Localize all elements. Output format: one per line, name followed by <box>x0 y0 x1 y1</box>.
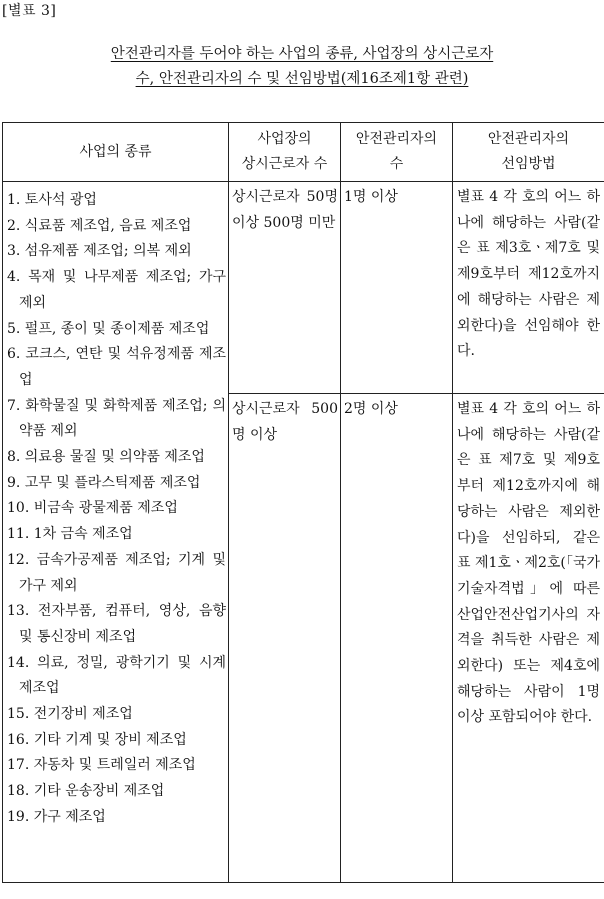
header-workers <box>229 123 341 182</box>
list-item: 11. 1차 금속 제조업 <box>7 526 133 543</box>
document-title <box>60 42 544 92</box>
header-appointment-method-line-1: 안전관리자의 <box>487 131 570 147</box>
list-item: 12. 금속가공제품 제조업; 기계 및 가구 제외 <box>7 551 226 594</box>
title-line-2-main: 수, 안전관리자의 수 및 선임방법 <box>135 71 341 87</box>
list-item: 5. 펄프, 종이 및 종이제품 제조업 <box>7 320 210 337</box>
list-item: 16. 기타 기계 및 장비 제조업 <box>7 731 187 748</box>
list-item: 13. 전자부품, 컴퓨터, 영상, 음향 및 통신장비 제조업 <box>7 603 226 645</box>
list-item: 18. 기타 운송장비 제조업 <box>7 783 165 800</box>
list-item: 3. 섬유제품 제조업; 의복 제외 <box>7 243 192 260</box>
list-item: 8. 의료용 물질 및 의약품 제조업 <box>7 449 205 466</box>
industry-list <box>3 182 228 831</box>
list-item: 1. 토사석 광업 <box>7 192 97 208</box>
list-item: 2. 식료품 제조업, 음료 제조업 <box>7 217 192 234</box>
tier-2-manager-count: 2명 이상 <box>344 401 398 417</box>
header-appointment-method <box>453 123 604 182</box>
title-reference: (제16조제1항 관련) <box>340 71 469 87</box>
industry-list-cell <box>3 182 229 883</box>
appointment-method-column <box>453 182 604 883</box>
header-appointment-method-line-2: 선임방법 <box>501 156 556 172</box>
list-item: 15. 전기장비 제조업 <box>7 706 133 723</box>
tier-2-workers: 상시근로자 500명 이상 <box>232 401 338 443</box>
list-item: 4. 목재 및 나무제품 제조업; 가구 제외 <box>7 269 226 311</box>
header-manager-count-line-1: 안전관리자의 <box>355 131 438 147</box>
header-business-type-label: 사업의 종류 <box>79 143 152 160</box>
tier-1-workers: 상시근로자 50명 이상 500명 미만 <box>229 182 340 394</box>
list-item: 17. 자동차 및 트레일러 제조업 <box>7 757 196 774</box>
list-item: 19. 가구 제조업 <box>7 808 106 825</box>
header-business-type <box>3 123 229 182</box>
tier-1-manager-count: 1명 이상 <box>341 182 452 394</box>
list-item: 7. 화학물질 및 화학제품 제조업; 의약품 제외 <box>7 397 226 440</box>
tier-2-appointment-method: 별표 4 각 호의 어느 하나에 해당하는 사람(같은 표 제7호 및 제9호부터 제12호까지에 해당하는 사람은 제외한다)을 선임하되, 같은 표 제1호ㆍ제2호(「국가기술자격법」에 따른 산업안전산업기사의 자격을 취득한 사람은 제외한다) 또는 제4호에 해당하는 사람이 1명 이상 포함되어야 한다. <box>457 401 600 726</box>
safety-manager-table <box>2 122 604 883</box>
header-manager-count-line-2: 수 <box>389 156 404 172</box>
table-body-row <box>3 182 604 883</box>
header-workers-line-1: 사업장의 <box>257 131 312 147</box>
list-item: 6. 코크스, 연탄 및 석유정제품 제조업 <box>7 346 226 388</box>
list-item: 9. 고무 및 플라스틱제품 제조업 <box>7 474 201 491</box>
header-manager-count <box>341 123 453 182</box>
appendix-label: [별표 3] <box>2 3 57 19</box>
list-item: 10. 비금속 광물제품 제조업 <box>7 500 178 517</box>
tier-1-appointment-method: 별표 4 각 호의 어느 하나에 해당하는 사람(같은 표 제3호ㆍ제7호 및 제9호부터 제12호까지에 해당하는 사람은 제외한다)을 선임해야 한다. <box>453 182 604 394</box>
header-workers-line-2: 상시근로자 수 <box>241 156 328 172</box>
workers-column <box>229 182 341 883</box>
table-header-row <box>3 123 604 182</box>
title-line-2 <box>60 67 544 92</box>
manager-count-column <box>341 182 453 883</box>
title-line-1: 안전관리자를 두어야 하는 사업의 종류, 사업장의 상시근로자 <box>110 46 494 62</box>
list-item: 14. 의료, 정밀, 광학기기 및 시계 제조업 <box>7 654 226 697</box>
